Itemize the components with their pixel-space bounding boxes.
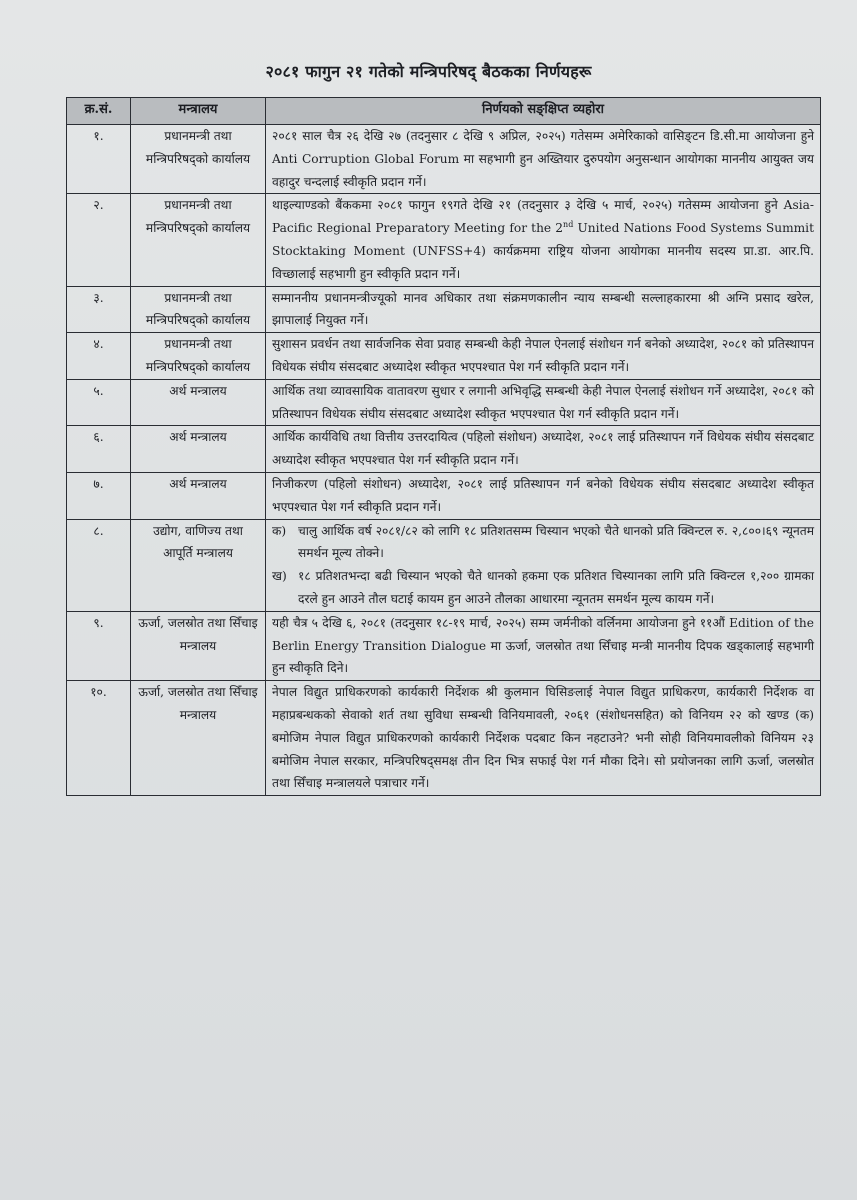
row-decision: आर्थिक तथा व्यावसायिक वातावरण सुधार र लगानी अभिवृद्धि सम्बन्धी केही नेपाल ऐनलाई संशोधन गर्ने अध्यादेश, २०८१ को प्रतिस्थापन विधेयक संघीय संसदबाट अध्यादेश स्वीकृत भएपश्चात पेश गर्न स्वीकृति प्रदान गर्ने। <box>266 379 821 426</box>
subitem-text: १८ प्रतिशतभन्दा बढी चिस्यान भएको चैते धानको हकमा एक प्रतिशत चिस्यानका लागि प्रति क्विन्टल १,२०० ग्रामका दरले हुन आउने तौल घटाई कायम हुन आउने तौलका आधारमा न्यूनतम समर्थन मूल्य कायम गर्ने। <box>298 569 814 606</box>
column-header-ministry: मन्त्रालय <box>131 98 266 125</box>
row-ministry: उद्योग, वाणिज्य तथा आपूर्ति मन्त्रालय <box>131 519 266 611</box>
decision-text-part: United Nations Food Systems Summit Stocktaking Moment (UNFSS+4) कार्यक्रममा राष्ट्रिय योजना आयोगका माननीय सदस्य प्रा.डा. आर.पि. विच्छालाई सहभागी हुन स्वीकृति प्रदान गर्ने। <box>272 221 814 281</box>
table-row <box>67 519 821 611</box>
row-serial: ९. <box>67 611 131 680</box>
subitem-marker: क) <box>272 523 287 538</box>
table-row <box>67 125 821 194</box>
row-serial: ७. <box>67 472 131 519</box>
table-row <box>67 611 821 680</box>
table-row <box>67 286 821 333</box>
table-row <box>67 333 821 380</box>
row-decision: सुशासन प्रवर्धन तथा सार्वजनिक सेवा प्रवाह सम्बन्धी केही नेपाल ऐनलाई संशोधन गर्न बनेको अध्यादेश, २०८१ को प्रतिस्थापन विधेयक संघीय संसदबाट अध्यादेश स्वीकृत भएपश्चात पेश गर्न स्वीकृति प्रदान गर्ने। <box>266 333 821 380</box>
decision-text-part: थाइल्याण्डको बैंककमा २०८१ फागुन १९गते देखि २१ (तदनुसार ३ देखि ५ मार्च, २०२५) गतेसम्म आयोजना हुने Asia-Pacific Regional Preparatory Meeting for the 2 <box>272 198 814 236</box>
row-decision: निजीकरण (पहिलो संशोधन) अध्यादेश, २०८१ लाई प्रतिस्थापन गर्न बनेको विधेयक संघीय संसदबाट अध्यादेश स्वीकृत भएपश्चात पेश गर्न स्वीकृति प्रदान गर्ने। <box>266 472 821 519</box>
row-ministry: प्रधानमन्त्री तथा मन्त्रिपरिषद्को कार्यालय <box>131 194 266 286</box>
row-serial: १०. <box>67 681 131 796</box>
row-serial: १. <box>67 125 131 194</box>
row-decision <box>266 194 821 286</box>
row-serial: ८. <box>67 519 131 611</box>
table-row <box>67 379 821 426</box>
subitem-marker: ख) <box>272 569 287 584</box>
ordinal-superscript: nd <box>563 220 574 230</box>
table-row <box>67 426 821 473</box>
row-ministry: अर्थ मन्त्रालय <box>131 379 266 426</box>
row-decision: २०८१ साल चैत्र २६ देखि २७ (तदनुसार ८ देखि ९ अप्रिल, २०२५) गतेसम्म अमेरिकाको वासिङ्टन डि.सी.मा आयोजना हुने Anti Corruption Global Forum मा सहभागी हुन अख्तियार दुरुपयोग अनुसन्धान आयोगका माननीय आयुक्त जय वहादुर चन्दलाई स्वीकृति प्रदान गर्ने। <box>266 125 821 194</box>
row-serial: ६. <box>67 426 131 473</box>
row-decision: आर्थिक कार्यविधि तथा वित्तीय उत्तरदायित्व (पहिलो संशोधन) अध्यादेश, २०८१ लाई प्रतिस्थापन गर्ने विधेयक संघीय संसदबाट अध्यादेश स्वीकृत भएपश्चात पेश गर्न स्वीकृति प्रदान गर्ने। <box>266 426 821 473</box>
row-serial: ४. <box>67 333 131 380</box>
table-row <box>67 681 821 796</box>
row-ministry: प्रधानमन्त्री तथा मन्त्रिपरिषद्को कार्यालय <box>131 333 266 380</box>
row-ministry: अर्थ मन्त्रालय <box>131 472 266 519</box>
row-serial: ५. <box>67 379 131 426</box>
column-header-serial: क्र.सं. <box>67 98 131 125</box>
row-decision: सम्माननीय प्रधानमन्त्रीज्यूको मानव अधिकार तथा संक्रमणकालीन न्याय सम्बन्धी सल्लाहकारमा श्री अग्नि प्रसाद खरेल, झापालाई नियुक्त गर्ने। <box>266 286 821 333</box>
subitem-text: चालु आर्थिक वर्ष २०८१/८२ को लागि १८ प्रतिशतसम्म चिस्यान भएको चैते धानको प्रति क्विन्टल रु. २,८००।६९ न्यूनतम समर्थन मूल्य तोक्ने। <box>298 523 814 561</box>
column-header-decision: निर्णयको सङ्क्षिप्त व्यहोरा <box>266 98 821 125</box>
row-decision: नेपाल विद्युत प्राधिकरणको कार्यकारी निर्देशक श्री कुलमान घिसिङलाई नेपाल विद्युत प्राधिकरण, कार्यकारी निर्देशक वा महाप्रबन्धकको सेवाको शर्त तथा सुविधा सम्बन्धी विनियमावली, २०६१ (संशोधनसहित) को विनियम २२ को खण्ड (क) बमोजिम नेपाल विद्युत प्राधिकरणको कार्यकारी निर्देशक पदबाट किन नहटाउने? भनी सोही विनियमावलीको विनियम २३ बमोजिम नेपाल सरकार, मन्त्रिपरिषद्समक्ष तीन दिन भित्र सफाई पेश गर्न मौका दिने। सो प्रयोजनका लागि ऊर्जा, जलस्रोत तथा सिँचाइ मन्त्रालयले पत्राचार गर्ने। <box>266 681 821 796</box>
row-serial: ३. <box>67 286 131 333</box>
row-ministry: प्रधानमन्त्री तथा मन्त्रिपरिषद्को कार्यालय <box>131 286 266 333</box>
decisions-table <box>66 97 821 796</box>
row-ministry: प्रधानमन्त्री तथा मन्त्रिपरिषद्को कार्यालय <box>131 125 266 194</box>
row-ministry: ऊर्जा, जलस्रोत तथा सिँचाइ मन्त्रालय <box>131 611 266 680</box>
decision-subitem <box>272 565 814 611</box>
table-row <box>67 472 821 519</box>
row-serial: २. <box>67 194 131 286</box>
row-ministry: ऊर्जा, जलस्रोत तथा सिँचाइ मन्त्रालय <box>131 681 266 796</box>
row-decision <box>266 519 821 611</box>
page-title: २०८१ फागुन २१ गतेको मन्त्रिपरिषद् बैठकका निर्णयहरू <box>265 62 592 81</box>
table-header-row <box>67 98 821 125</box>
row-decision: यही चैत्र ५ देखि ६, २०८१ (तदनुसार १८-१९ मार्च, २०२५) सम्म जर्मनीको वर्लिनमा आयोजना हुने ११औं Edition of the Berlin Energy Transition Dialogue मा ऊर्जा, जलस्रोत तथा सिँचाइ मन्त्री माननीय दिपक खड्कालाई सहभागी हुन स्वीकृति दिने। <box>266 611 821 680</box>
decision-subitem <box>272 520 814 566</box>
table-row <box>67 194 821 286</box>
row-ministry: अर्थ मन्त्रालय <box>131 426 266 473</box>
